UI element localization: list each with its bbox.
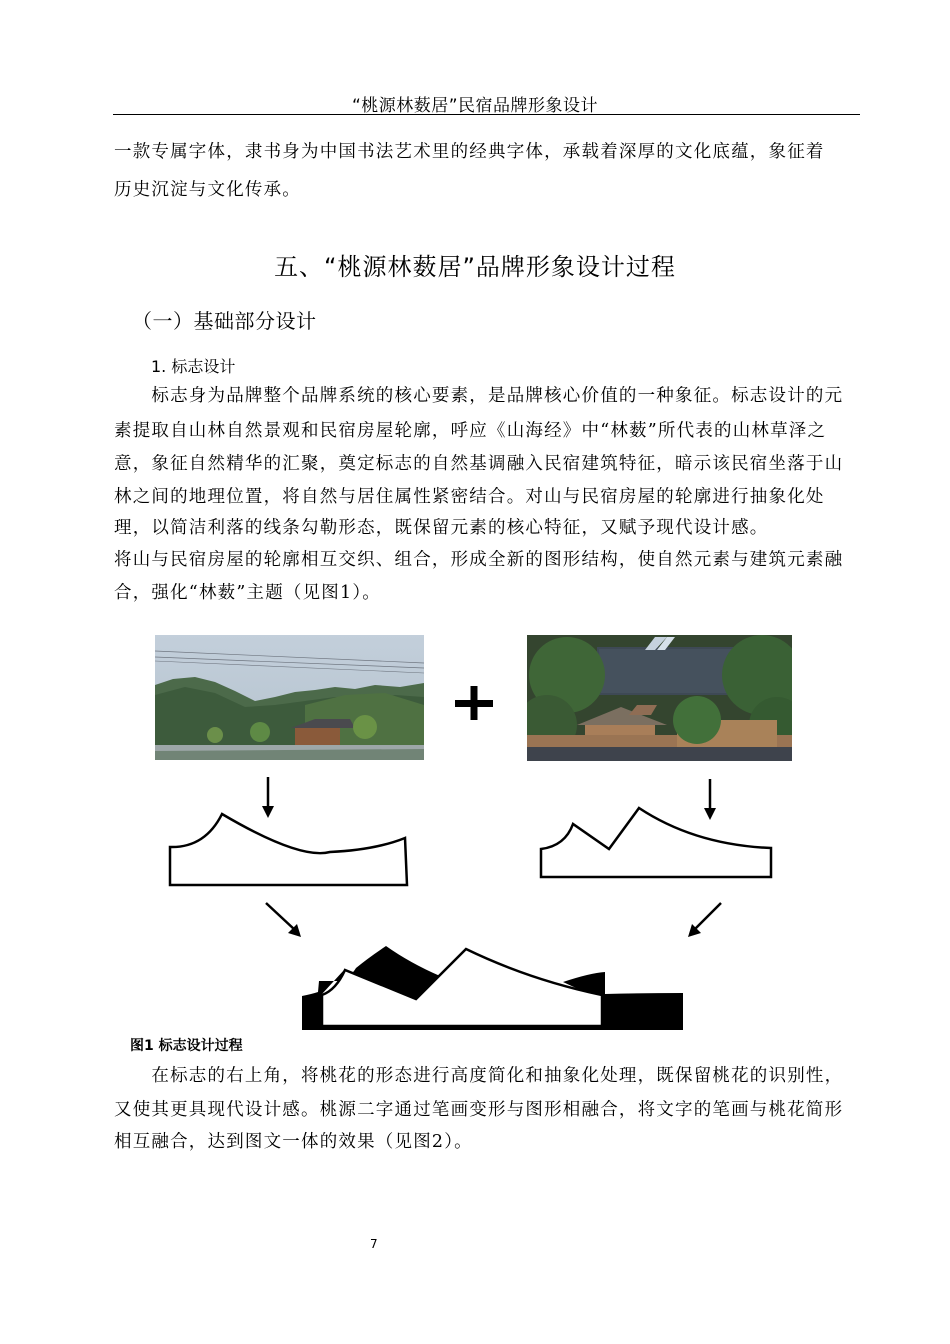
paragraph1-line-6: 将山与民宿房屋的轮廓相互交织、组合，形成全新的图形结构，使自然元素与建筑元素融	[114, 550, 844, 570]
paragraph1-line-7: 合，强化“林薮”主题（见图1）。	[114, 583, 381, 603]
intro-line-1: 一款专属字体，隶书身为中国书法艺术里的经典字体，承载着深厚的文化底蕴，象征着	[114, 142, 825, 162]
section-heading: 五、“桃源林薮居”品牌形象设计过程	[274, 253, 676, 281]
running-header-title: “桃源林薮居”民宿品牌形象设计	[351, 96, 599, 116]
paragraph1-line-1: 标志身为品牌整个品牌系统的核心要素，是品牌核心价值的一种象征。标志设计的元	[114, 386, 844, 406]
figure-caption: 图1 标志设计过程	[130, 1038, 243, 1054]
subsection-heading: （一）基础部分设计	[132, 309, 317, 333]
paragraph2-line-1: 在标志的右上角，将桃花的形态进行高度简化和抽象化处理，既保留桃花的识别性，	[114, 1066, 844, 1086]
intro-line-2: 历史沉淀与文化传承。	[114, 180, 301, 200]
paragraph1-line-2: 素提取自山林自然景观和民宿房屋轮廓，呼应《山海经》中“林薮”所代表的山林草泽之	[114, 421, 827, 441]
mountain-outline-shape	[170, 814, 407, 885]
diagonal-arrow-right-icon	[688, 903, 721, 937]
diagonal-arrow-left-icon	[266, 903, 301, 937]
combined-logo-shape	[302, 946, 683, 1030]
page-number: 7	[370, 1237, 378, 1251]
paragraph1-line-3: 意，象征自然精华的汇聚，奠定标志的自然基调融入民宿建筑特征，暗示该民宿坐落于山	[114, 454, 844, 474]
paragraph1-line-5: 理，以简洁利落的线条勾勒形态，既保留元素的核心特征，又赋予现代设计感。	[114, 518, 769, 538]
paragraph2-line-3: 相互融合，达到图文一体的效果（见图2）。	[114, 1132, 473, 1152]
house-outline-shape	[541, 808, 771, 877]
paragraph2-line-2: 又使其更具现代设计感。桃源二字通过笔画变形与图形相融合，将文字的笔画与桃花简形	[114, 1100, 844, 1120]
item-heading: 1. 标志设计	[151, 357, 236, 376]
paragraph1-line-4: 林之间的地理位置，将自然与居住属性紧密结合。对山与民宿房屋的轮廓进行抽象化处	[114, 487, 825, 507]
down-arrow-left-icon	[262, 777, 274, 818]
down-arrow-right-icon	[704, 779, 716, 820]
